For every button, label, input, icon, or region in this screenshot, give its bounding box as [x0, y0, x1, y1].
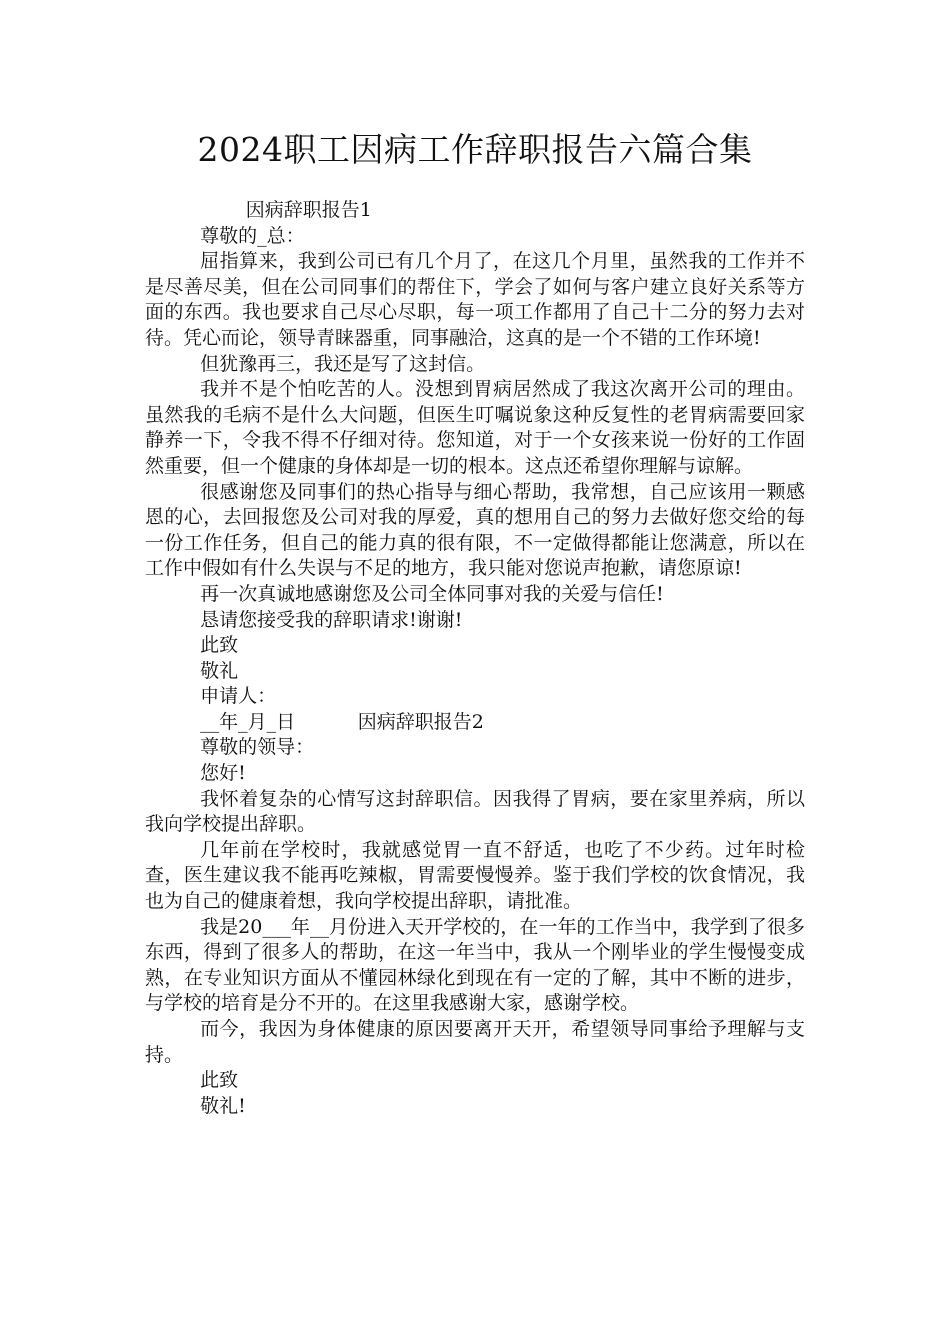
paragraph: 再一次真诚地感谢您及公司全体同事对我的关爱与信任!	[200, 582, 664, 605]
salutation: 尊敬的领导：	[200, 736, 315, 759]
closing-line: 敬礼	[200, 659, 239, 682]
paragraph: 但犹豫再三，我还是写了这封信。	[200, 352, 486, 375]
document-title: 2024职工因病工作辞职报告六篇合集	[197, 130, 753, 169]
greeting: 您好!	[200, 762, 246, 785]
section-heading-2: 因病辞职报告2	[357, 710, 484, 733]
closing-line: 此致	[200, 634, 239, 657]
salutation: 尊敬的_总：	[200, 224, 305, 247]
section-heading-1: 因病辞职报告1	[245, 199, 372, 221]
document-body	[145, 198, 805, 1119]
paragraph: 屈指算来，我到公司已有几个月了，在这几个月里，虽然我的工作并不是尽善尽美，但在公司同事们的帮住下，学会了如何与客户建立良好关系等方面的东西。我也要求自己尽心尽职，每一项工作都用了自己十二分的努力去对待。凭心而论，领导青睐器重，同事融洽，这真的是一个不错的工作环境!	[145, 250, 805, 349]
paragraph: 几年前在学校时，我就感觉胃一直不舒适，也吃了不少药。过年时检查，医生建议我不能再吃辣椒，胃需要慢慢养。鉴于我们学校的饮食情况，我也为自己的健康着想，我向学校提出辞职，请批准。	[145, 838, 805, 913]
paragraph: 很感谢您及同事们的热心指导与细心帮助，我常想，自己应该用一颗感恩的心，去回报您及公司对我的厚爱，真的想用自己的努力去做好您交给的每一份工作任务，但自己的能力真的很有限，不一定做得都能让您满意，所以在工作中假如有什么失误与不足的地方，我只能对您说声抱歉，请您原谅!	[145, 480, 805, 580]
paragraph: 我怀着复杂的心情写这封辞职信。因我得了胃病，要在家里养病，所以我向学校提出辞职。	[145, 787, 805, 836]
closing-line: 敬礼!	[200, 1094, 246, 1117]
paragraph: 恳请您接受我的辞职请求!谢谢!	[200, 608, 463, 631]
closing-line: 此致	[200, 1069, 239, 1092]
date-and-heading-line	[145, 710, 805, 736]
date-line: __年_月_日	[200, 710, 296, 733]
paragraph: 我是20___年__月份进入天开学校的，在一年的工作当中，我学到了很多东西，得到了很多人的帮助，在这一年当中，我从一个刚毕业的学生慢慢变成熟，在专业知识方面从不懂园林绿化到现在有一定的了解，其中不断的进步，与学校的培育是分不开的。在这里我感谢大家，感谢学校。	[145, 915, 805, 1015]
signature-line: 申请人：	[200, 685, 277, 708]
paragraph: 而今，我因为身体健康的原因要离开天开，希望领导同事给予理解与支持。	[145, 1018, 805, 1066]
paragraph: 我并不是个怕吃苦的人。没想到胃病居然成了我这次离开公司的理由。虽然我的毛病不是什么大问题，但医生叮嘱说象这种反复性的老胃病需要回家静养一下，令我不得不仔细对待。您知道，对于一个女孩来说一份好的工作固然重要，但一个健康的身体却是一切的根本。这点还希望你理解与谅解。	[145, 378, 805, 477]
